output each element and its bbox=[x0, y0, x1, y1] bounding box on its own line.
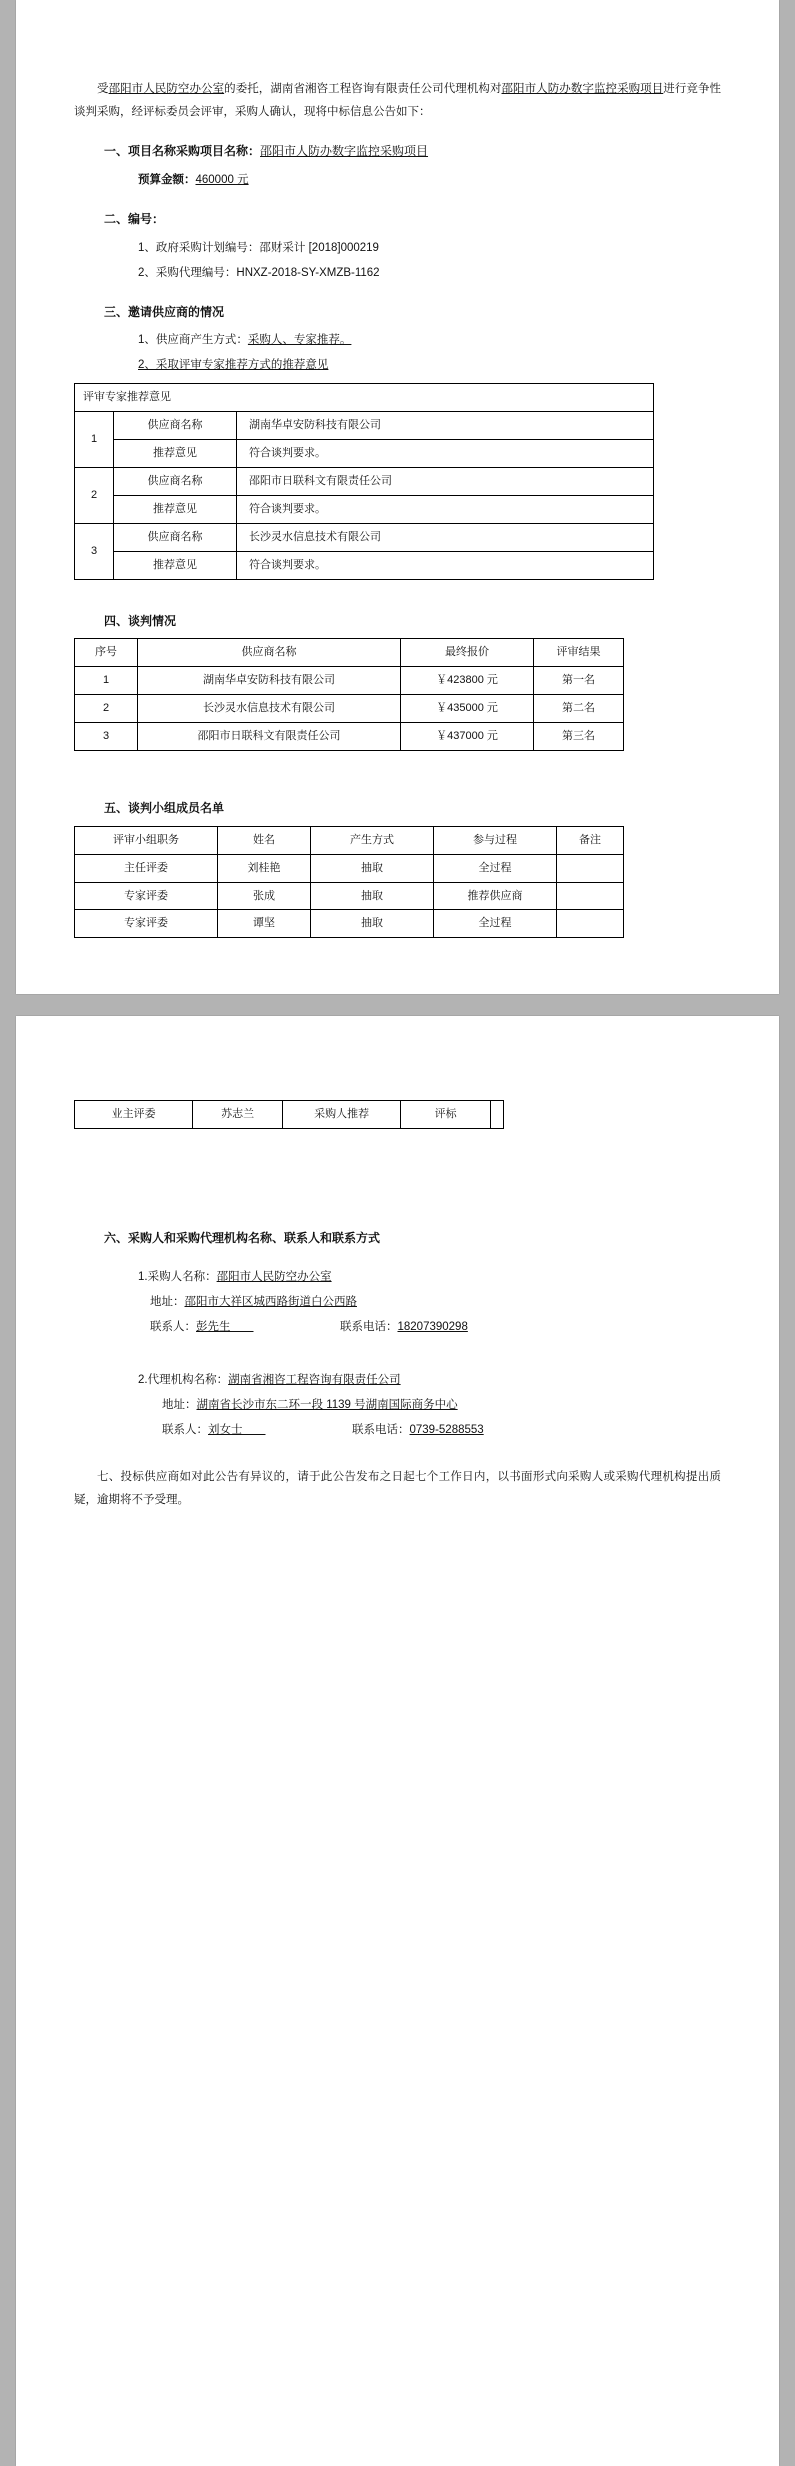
members-header-remark: 备注 bbox=[557, 826, 624, 854]
table-row bbox=[75, 723, 624, 751]
members-cell-name: 张成 bbox=[218, 882, 311, 910]
expert-row-opinion-value: 符合谈判要求。 bbox=[237, 551, 654, 579]
section-6-heading: 六、采购人和采购代理机构名称、联系人和联系方式 bbox=[104, 1231, 381, 1246]
table-row bbox=[75, 667, 624, 695]
negotiation-cell-result: 第一名 bbox=[534, 667, 624, 695]
expert-row-index: 2 bbox=[75, 468, 114, 524]
expert-recommend-note: 2、采取评审专家推荐方式的推荐意见 bbox=[138, 359, 329, 372]
members-cell-remark bbox=[557, 882, 624, 910]
expert-row-index: 1 bbox=[75, 412, 114, 468]
table-row bbox=[75, 882, 624, 910]
members-cell-role: 专家评委 bbox=[75, 910, 218, 938]
purchaser-address-row bbox=[74, 1291, 721, 1314]
members-header-source: 产生方式 bbox=[311, 826, 434, 854]
purchaser-phone-value: 18207390298 bbox=[397, 1321, 468, 1334]
section-5-heading: 五、谈判小组成员名单 bbox=[104, 800, 225, 815]
purchaser-contact-label: 联系人： bbox=[150, 1321, 196, 1334]
section-3-heading: 三、邀请供应商的情况 bbox=[104, 304, 225, 319]
members-cell-source: 抽取 bbox=[311, 910, 434, 938]
expert-table-header: 评审专家推荐意见 bbox=[75, 384, 654, 412]
expert-row-name-label: 供应商名称 bbox=[114, 468, 237, 496]
intro-text-b: 的委托，湖南省湘咨工程咨询有限责任公司代理机构对 bbox=[224, 83, 502, 95]
negotiation-header-result: 评审结果 bbox=[534, 639, 624, 667]
negotiation-cell-no: 3 bbox=[75, 723, 138, 751]
intro-text-a: 受 bbox=[97, 83, 109, 95]
section-7-paragraph: 七、投标供应商如对此公告有异议的，请于此公告发布之日起七个工作日内，以书面形式向采购人或采购代理机构提出质疑，逾期将不予受理。 bbox=[74, 1471, 721, 1507]
document-page-1 bbox=[16, 0, 779, 994]
agency-name-label: 2.代理机构名称： bbox=[138, 1374, 229, 1387]
section-1-title: 一、项目名称采购项目名称： bbox=[104, 144, 261, 158]
agency-name-value: 湖南省湘咨工程咨询有限责任公司 bbox=[228, 1374, 401, 1387]
agency-contact-cell bbox=[162, 1419, 352, 1442]
expert-row-opinion-value: 符合谈判要求。 bbox=[237, 495, 654, 523]
agency-contact-label: 联系人： bbox=[162, 1424, 208, 1437]
expert-row-name-value: 邵阳市日联科文有限责任公司 bbox=[237, 468, 654, 496]
owner-cell-remark bbox=[491, 1101, 504, 1129]
table-row bbox=[75, 412, 654, 440]
purchaser-name-value: 邵阳市人民防空办公室 bbox=[216, 1271, 332, 1284]
members-cell-process: 推荐供应商 bbox=[434, 882, 557, 910]
expert-recommendation-table bbox=[74, 383, 654, 579]
negotiation-cell-result: 第三名 bbox=[534, 723, 624, 751]
purchaser-phone-label: 联系电话： bbox=[340, 1321, 398, 1334]
table-row bbox=[75, 695, 624, 723]
members-cell-role: 专家评委 bbox=[75, 882, 218, 910]
negotiation-header-name: 供应商名称 bbox=[138, 639, 401, 667]
negotiation-cell-price: ￥435000 元 bbox=[401, 695, 534, 723]
negotiation-cell-no: 2 bbox=[75, 695, 138, 723]
expert-row-opinion-label: 推荐意见 bbox=[114, 440, 237, 468]
members-cell-name: 刘桂艳 bbox=[218, 854, 311, 882]
owner-member-table bbox=[74, 1100, 504, 1129]
members-cell-name: 谭坚 bbox=[218, 910, 311, 938]
purchaser-name-label: 1.采购人名称： bbox=[138, 1271, 217, 1284]
agency-phone-cell bbox=[352, 1419, 484, 1442]
members-cell-remark bbox=[557, 910, 624, 938]
negotiation-cell-name: 邵阳市日联科文有限责任公司 bbox=[138, 723, 401, 751]
negotiation-cell-result: 第二名 bbox=[534, 695, 624, 723]
agency-number-row bbox=[74, 262, 721, 285]
negotiation-cell-price: ￥423800 元 bbox=[401, 667, 534, 695]
table-row bbox=[75, 440, 654, 468]
owner-cell-name: 苏志兰 bbox=[193, 1101, 283, 1129]
expert-row-name-label: 供应商名称 bbox=[114, 412, 237, 440]
agency-number-label: 2、采购代理编号： bbox=[138, 266, 237, 279]
intro-project-name: 邵阳市人防办数字监控采购项目 bbox=[501, 83, 664, 95]
intro-text-c: 进行竞争性谈判采购，经评标委员会评审，采购人确认，现将中标信息公告如下： bbox=[74, 83, 722, 118]
negotiation-table bbox=[74, 638, 624, 751]
negotiation-cell-price: ￥437000 元 bbox=[401, 723, 534, 751]
purchaser-phone-cell bbox=[340, 1316, 468, 1339]
negotiation-members-table bbox=[74, 826, 624, 939]
negotiation-header-no: 序号 bbox=[75, 639, 138, 667]
page-gap bbox=[0, 994, 795, 1016]
agency-phone-label: 联系电话： bbox=[352, 1424, 410, 1437]
members-cell-source: 抽取 bbox=[311, 882, 434, 910]
intro-purchaser-name: 邵阳市人民防空办公室 bbox=[108, 83, 225, 95]
agency-contact-row bbox=[74, 1419, 721, 1442]
purchaser-address-label: 地址： bbox=[150, 1296, 185, 1309]
budget-label: 预算金额： bbox=[138, 173, 196, 186]
table-row bbox=[75, 495, 654, 523]
agency-phone-value: 0739-5288553 bbox=[409, 1424, 484, 1437]
negotiation-cell-name: 湖南华卓安防科技有限公司 bbox=[138, 667, 401, 695]
table-row bbox=[75, 384, 654, 412]
owner-cell-role: 业主评委 bbox=[75, 1101, 193, 1129]
section-4-heading: 四、谈判情况 bbox=[104, 613, 177, 628]
negotiation-cell-no: 1 bbox=[75, 667, 138, 695]
owner-cell-process: 评标 bbox=[401, 1101, 491, 1129]
table-header-row bbox=[75, 639, 624, 667]
members-cell-process: 全过程 bbox=[434, 854, 557, 882]
table-row bbox=[75, 1101, 504, 1129]
agency-contact-value: 刘女士 bbox=[208, 1424, 243, 1437]
budget-value: 460000 元 bbox=[195, 173, 249, 186]
expert-row-name-value: 长沙灵水信息技术有限公司 bbox=[237, 523, 654, 551]
plan-number-value: 邵财采计 [2018]000219 bbox=[259, 241, 379, 254]
members-cell-role: 主任评委 bbox=[75, 854, 218, 882]
members-header-role: 评审小组职务 bbox=[75, 826, 218, 854]
table-row bbox=[75, 523, 654, 551]
members-header-process: 参与过程 bbox=[434, 826, 557, 854]
members-cell-source: 抽取 bbox=[311, 854, 434, 882]
table-row bbox=[75, 551, 654, 579]
intro-paragraph bbox=[74, 78, 721, 124]
owner-cell-source: 采购人推荐 bbox=[282, 1101, 400, 1129]
table-row bbox=[75, 854, 624, 882]
section-1-project-value: 邵阳市人防办数字监控采购项目 bbox=[260, 144, 429, 158]
expert-row-index: 3 bbox=[75, 523, 114, 579]
table-row bbox=[75, 468, 654, 496]
agency-address-value: 湖南省长沙市东二环一段 1139 号湖南国际商务中心 bbox=[196, 1399, 458, 1412]
section-1-heading bbox=[74, 140, 721, 163]
purchaser-contact-cell bbox=[150, 1316, 340, 1339]
agency-name-row bbox=[74, 1369, 721, 1392]
supplier-source-label: 1、供应商产生方式： bbox=[138, 334, 248, 347]
negotiation-header-price: 最终报价 bbox=[401, 639, 534, 667]
expert-row-opinion-label: 推荐意见 bbox=[114, 495, 237, 523]
members-cell-process: 全过程 bbox=[434, 910, 557, 938]
table-header-row bbox=[75, 826, 624, 854]
plan-number-row bbox=[74, 237, 721, 260]
section-1-budget-row bbox=[74, 169, 721, 192]
expert-row-name-label: 供应商名称 bbox=[114, 523, 237, 551]
document-page-2 bbox=[16, 1016, 779, 2466]
purchaser-contact-value: 彭先生 bbox=[196, 1321, 231, 1334]
plan-number-label: 1、政府采购计划编号： bbox=[138, 241, 260, 254]
expert-row-name-value: 湖南华卓安防科技有限公司 bbox=[237, 412, 654, 440]
members-header-name: 姓名 bbox=[218, 826, 311, 854]
agency-number-value: HNXZ-2018-SY-XMZB-1162 bbox=[236, 266, 380, 279]
agency-address-row bbox=[74, 1394, 721, 1417]
table-row bbox=[75, 910, 624, 938]
expert-row-opinion-label: 推荐意见 bbox=[114, 551, 237, 579]
expert-row-opinion-value: 符合谈判要求。 bbox=[237, 440, 654, 468]
purchaser-name-row bbox=[74, 1266, 721, 1289]
supplier-source-row bbox=[74, 329, 721, 352]
supplier-source-value: 采购人、专家推荐。 bbox=[247, 334, 352, 347]
purchaser-contact-row bbox=[74, 1316, 721, 1339]
section-2-heading: 二、编号： bbox=[104, 211, 165, 226]
negotiation-cell-name: 长沙灵水信息技术有限公司 bbox=[138, 695, 401, 723]
purchaser-address-value: 邵阳市大祥区城西路街道白公西路 bbox=[184, 1296, 357, 1309]
agency-address-label: 地址： bbox=[162, 1399, 197, 1412]
members-cell-remark bbox=[557, 854, 624, 882]
